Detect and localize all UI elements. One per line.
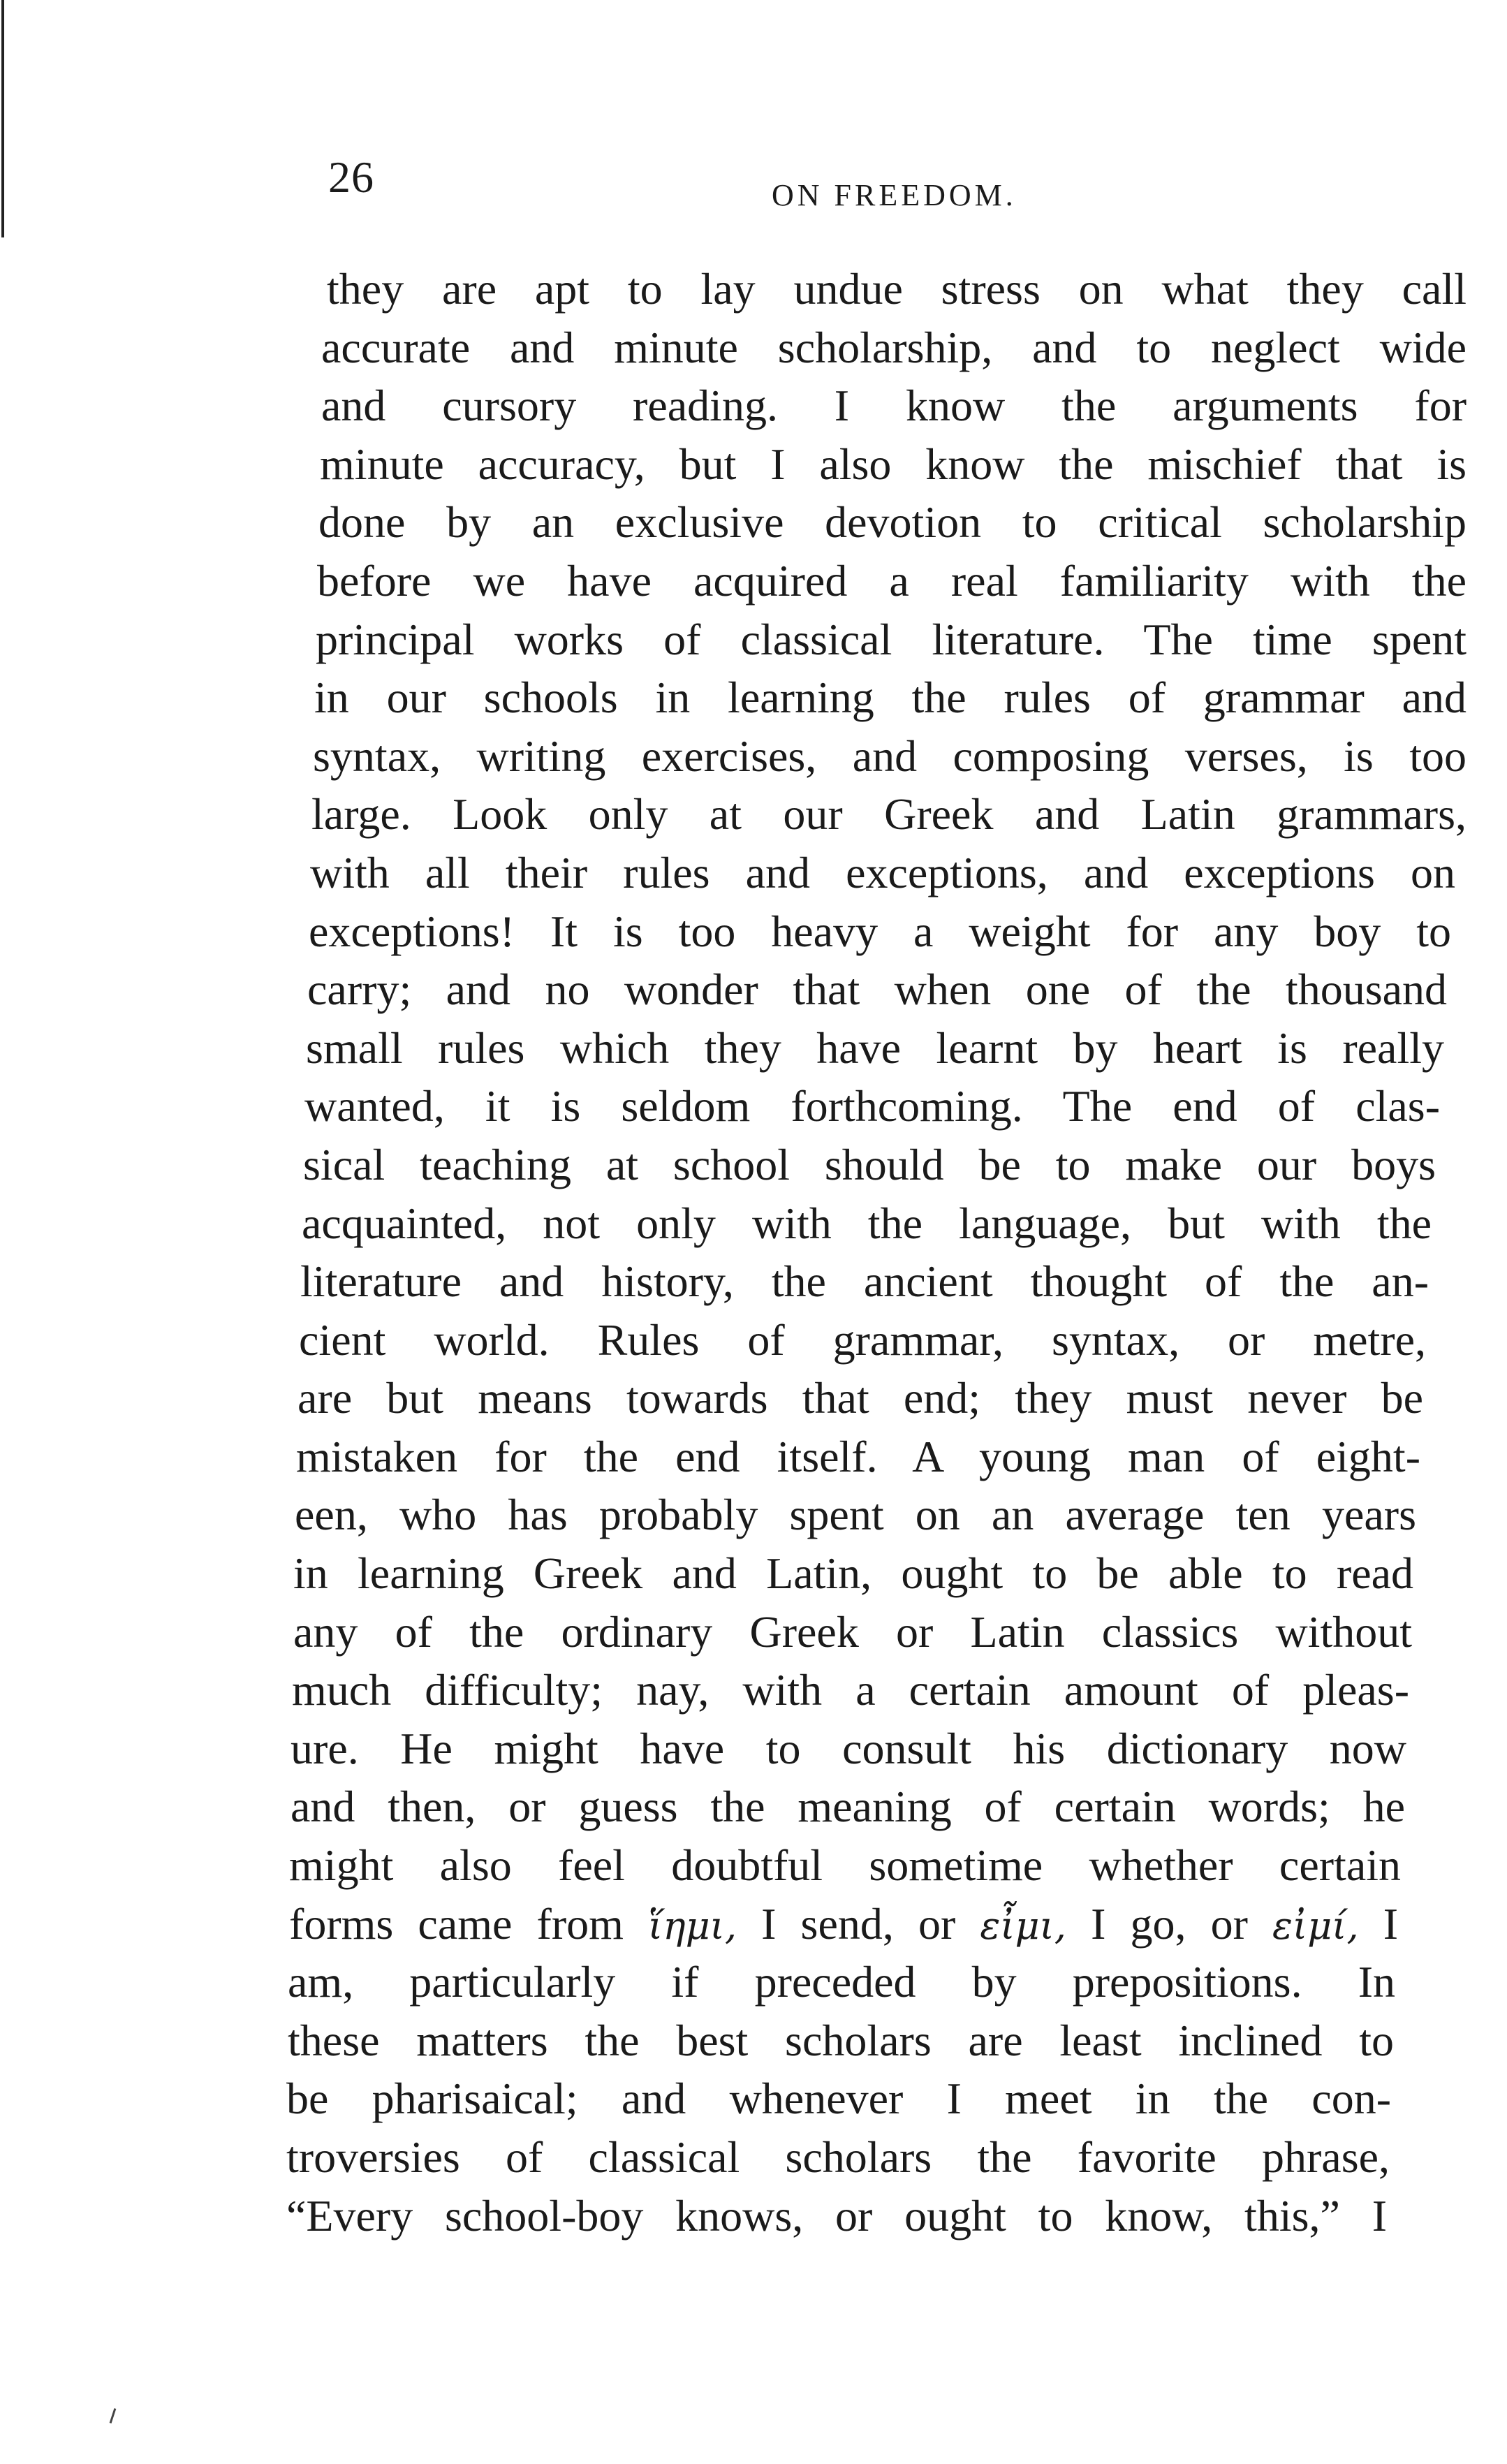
text-line: in our schools in learning the rules of grammar and [314, 673, 1466, 723]
text-line: troversies of classical scholars the favorite phrase, [286, 2132, 1390, 2182]
text-line: might also feel doubtful sometime whether certain [289, 1840, 1401, 1891]
greek-line-mid2: I go, or [1091, 1898, 1248, 1949]
text-line: accurate and minute scholarship, and to neglect wide [321, 322, 1466, 372]
text-line: small rules which they have learnt by heart is really [306, 1022, 1444, 1073]
text-line: in learning Greek and Latin, ought to be able to read [293, 1548, 1413, 1599]
text-line: wanted, it is seldom forthcoming. The end of clas- [304, 1081, 1440, 1131]
text-line: een, who has probably spent on an average ten years [295, 1490, 1416, 1540]
text-line: mistaken for the end itself. A young man of eight- [296, 1431, 1420, 1481]
text-line: are but means towards that end; they must never be [297, 1373, 1423, 1423]
greek-line-suffix: I [1383, 1898, 1399, 1949]
text-line: cient world. Rules of grammar, syntax, or metre, [299, 1314, 1426, 1365]
stray-ink-mark [110, 2408, 117, 2423]
text-line: am, particularly if preceded by prepositions. In [288, 1957, 1395, 2007]
greek-word-eimi-am: εἰμί, [1272, 1903, 1359, 1948]
text-line: carry; and no wonder that when one of the thousand [307, 965, 1447, 1015]
greek-line-prefix: forms came from [289, 1898, 624, 1949]
text-line: minute accuracy, but I also know the mischief that is [320, 439, 1466, 489]
text-line: large. Look only at our Greek and Latin grammars, [311, 789, 1466, 839]
text-line: much difficulty; nay, with a certain amount of pleas- [292, 1665, 1409, 1715]
text-line: exceptions! It is too heavy a weight for any boy to [309, 906, 1451, 956]
text-line: principal works of classical literature. The time spent [316, 614, 1466, 664]
text-line: acquainted, not only with the language, but with the [302, 1198, 1432, 1248]
text-line: sical teaching at school should be to make our boys [303, 1139, 1436, 1189]
text-line: any of the ordinary Greek or Latin classics without [293, 1606, 1412, 1657]
greek-word-eimi-go: εἶμι, [980, 1903, 1066, 1948]
text-line: syntax, writing exercises, and composing verses, is too [313, 731, 1466, 781]
text-line: before we have acquired a real familiarity with the [317, 555, 1466, 606]
text-line: be pharisaical; and whenever I meet in the con- [286, 2074, 1391, 2124]
page-edge-rule [1, 0, 4, 237]
text-line: and cursory reading. I know the arguments for [321, 381, 1466, 431]
greek-word-hiemi: ἵημι, [648, 1903, 737, 1948]
page-number: 26 [328, 152, 374, 202]
text-line-greek [289, 1895, 1398, 1953]
greek-line-mid1: I send, or [761, 1898, 956, 1949]
text-line: and then, or guess the meaning of certain words; he [291, 1782, 1405, 1832]
body-text [286, 260, 1466, 2245]
text-line: done by an exclusive devotion to critical scholarship [318, 497, 1466, 548]
text-line: literature and history, the ancient thought of the an- [300, 1256, 1429, 1307]
text-line: these matters the best scholars are least inclined to [288, 2015, 1394, 2065]
text-line: they are apt to lay undue stress on what they call [327, 264, 1466, 314]
running-head: ON FREEDOM. [772, 178, 1017, 212]
text-line: with all their rules and exceptions, and exceptions on [310, 847, 1455, 897]
text-line: “Every school-boy knows, or ought to know, this,” I [286, 2190, 1387, 2241]
text-line: ure. He might have to consult his dictionary now [291, 1723, 1406, 1773]
